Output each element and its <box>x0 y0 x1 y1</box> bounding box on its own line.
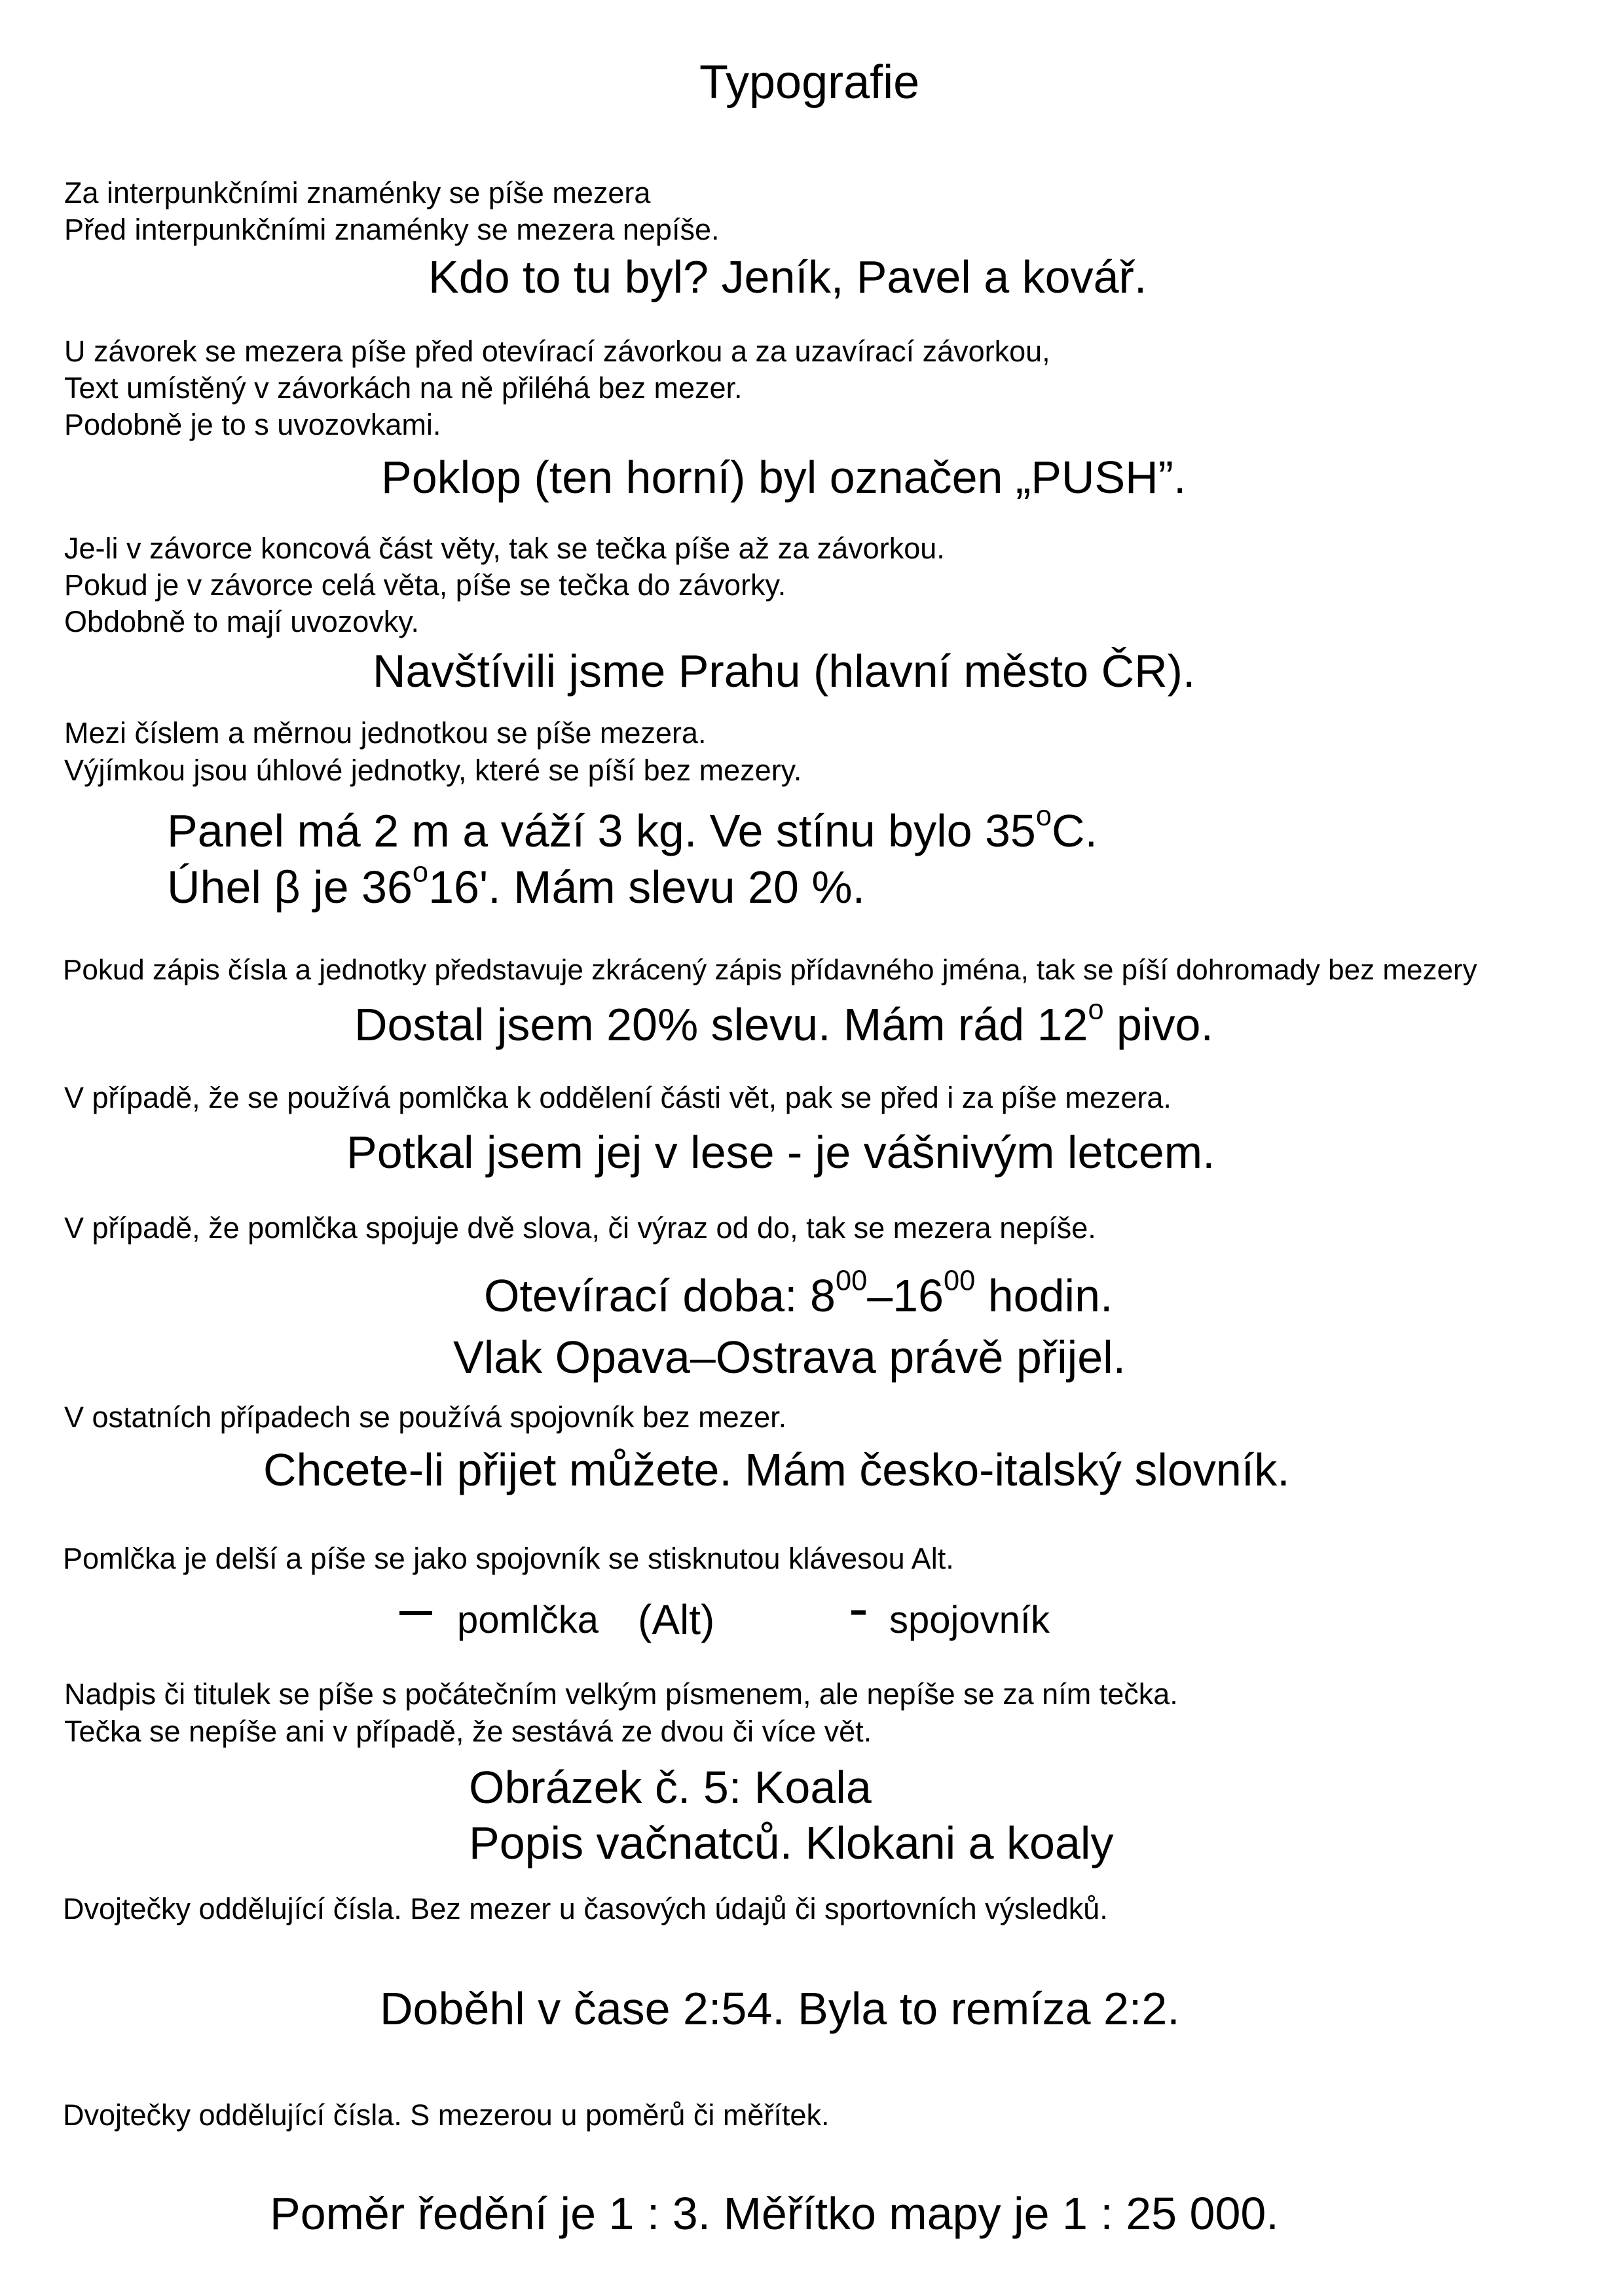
rule-text: U závorek se mezera píše před otevírací závorkou a za uzavírací závorkou, <box>64 335 1050 368</box>
example-text: Otevírací doba: $8^{00}-16^{00}$ hodin. <box>484 1265 1113 1321</box>
example-text: Úhel β je 36$^o$16'. Mám slevu 20 %. <box>167 856 866 913</box>
degree-sign: o <box>412 856 429 888</box>
rule-text: Pomlčka je delší a píše se jako spojovník se stisknutou klávesou Alt. <box>63 1542 954 1575</box>
example-text: Popis vačnatců. Klokani a koaly <box>469 1817 1114 1868</box>
example-text: Panel má 2 m a váží 3 kg. Ve stínu bylo 35$^o$C. <box>167 800 1098 856</box>
rule-text: Obdobně to mají uvozovky. <box>64 605 419 638</box>
rule-text: Výjímkou jsou úhlové jednotky, které se píší bez mezery. <box>64 754 802 787</box>
example-text: Kdo to tu byl? Jeník, Pavel a kovář. <box>428 251 1147 302</box>
example-text: Potkal jsem jej v lese - je vášnivým letcem. <box>346 1127 1215 1178</box>
rule-text: V případě, že se používá pomlčka k oddělení části vět, pak se před i za píše mezera. <box>64 1081 1172 1114</box>
rule-text: Dvojtečky oddělující čísla. S mezerou u poměrů či měřítek. <box>63 2098 830 2132</box>
superscript: 00 <box>944 1265 976 1297</box>
page-title: Typografie <box>699 56 920 109</box>
example-text: Doběhl v čase 2:54. Byla to remíza 2:2. <box>380 1983 1180 2034</box>
rule-text: Text umístěný v závorkách na ně přiléhá bez mezer. <box>64 371 743 405</box>
example-text: Dostal jsem 20% slevu. Mám rád 12$^o$ pivo. <box>354 994 1213 1050</box>
hyphen-symbol: - <box>849 1576 868 1641</box>
degree-sign: o <box>1088 994 1104 1026</box>
rule-text: Pokud je v závorce celá věta, píše se tečka do závorky. <box>64 568 786 602</box>
rule-text: Mezi číslem a měrnou jednotkou se píše mezera. <box>64 716 707 750</box>
dash-symbol: – <box>399 1576 433 1641</box>
rule-text: Je-li v závorce koncová část věty, tak se tečka píše až za závorkou. <box>64 532 945 565</box>
rule-text: Podobně je to s uvozovkami. <box>64 408 441 441</box>
rule-text: V ostatních případech se používá spojovník bez mezer. <box>64 1400 787 1434</box>
rule-text: Za interpunkčními znaménky se píše mezera <box>64 176 651 210</box>
rule-text: Tečka se nepíše ani v případě, že sestává ze dvou či více vět. <box>64 1715 872 1748</box>
example-text: Poměr ředění je 1 : 3. Měřítko mapy je 1 : 25 000. <box>270 2188 1279 2239</box>
example-text: Navštívili jsme Prahu (hlavní město ČR). <box>373 646 1196 697</box>
example-text: Obrázek č. 5: Koala <box>469 1762 872 1813</box>
rule-text: Nadpis či titulek se píše s počátečním velkým písmenem, ale nepíše se za ním tečka. <box>64 1677 1178 1711</box>
dash-note: (Alt) <box>638 1596 715 1643</box>
hyphen-label: spojovník <box>889 1599 1050 1641</box>
example-text: Vlak Opava–Ostrava právě přijel. <box>453 1332 1126 1383</box>
example-text: Chcete-li přijet můžete. Mám česko-italský slovník. <box>263 1444 1290 1495</box>
degree-sign: o <box>1035 800 1052 832</box>
rule-text: Pokud zápis čísla a jednotky představuje zkrácený zápis přídavného jména, tak se píší dohromady bez mezery <box>63 954 1477 986</box>
dash-label: pomlčka <box>457 1599 599 1641</box>
rule-text: V případě, že pomlčka spojuje dvě slova, či výraz od do, tak se mezera nepíše. <box>64 1211 1096 1245</box>
rule-text: Dvojtečky oddělující čísla. Bez mezer u časových údajů či sportovních výsledků. <box>63 1892 1108 1925</box>
superscript: 00 <box>835 1265 868 1297</box>
example-text: Poklop (ten horní) byl označen „PUSH”. <box>381 452 1187 503</box>
rule-text: Před interpunkčními znaménky se mezera nepíše. <box>64 213 720 246</box>
